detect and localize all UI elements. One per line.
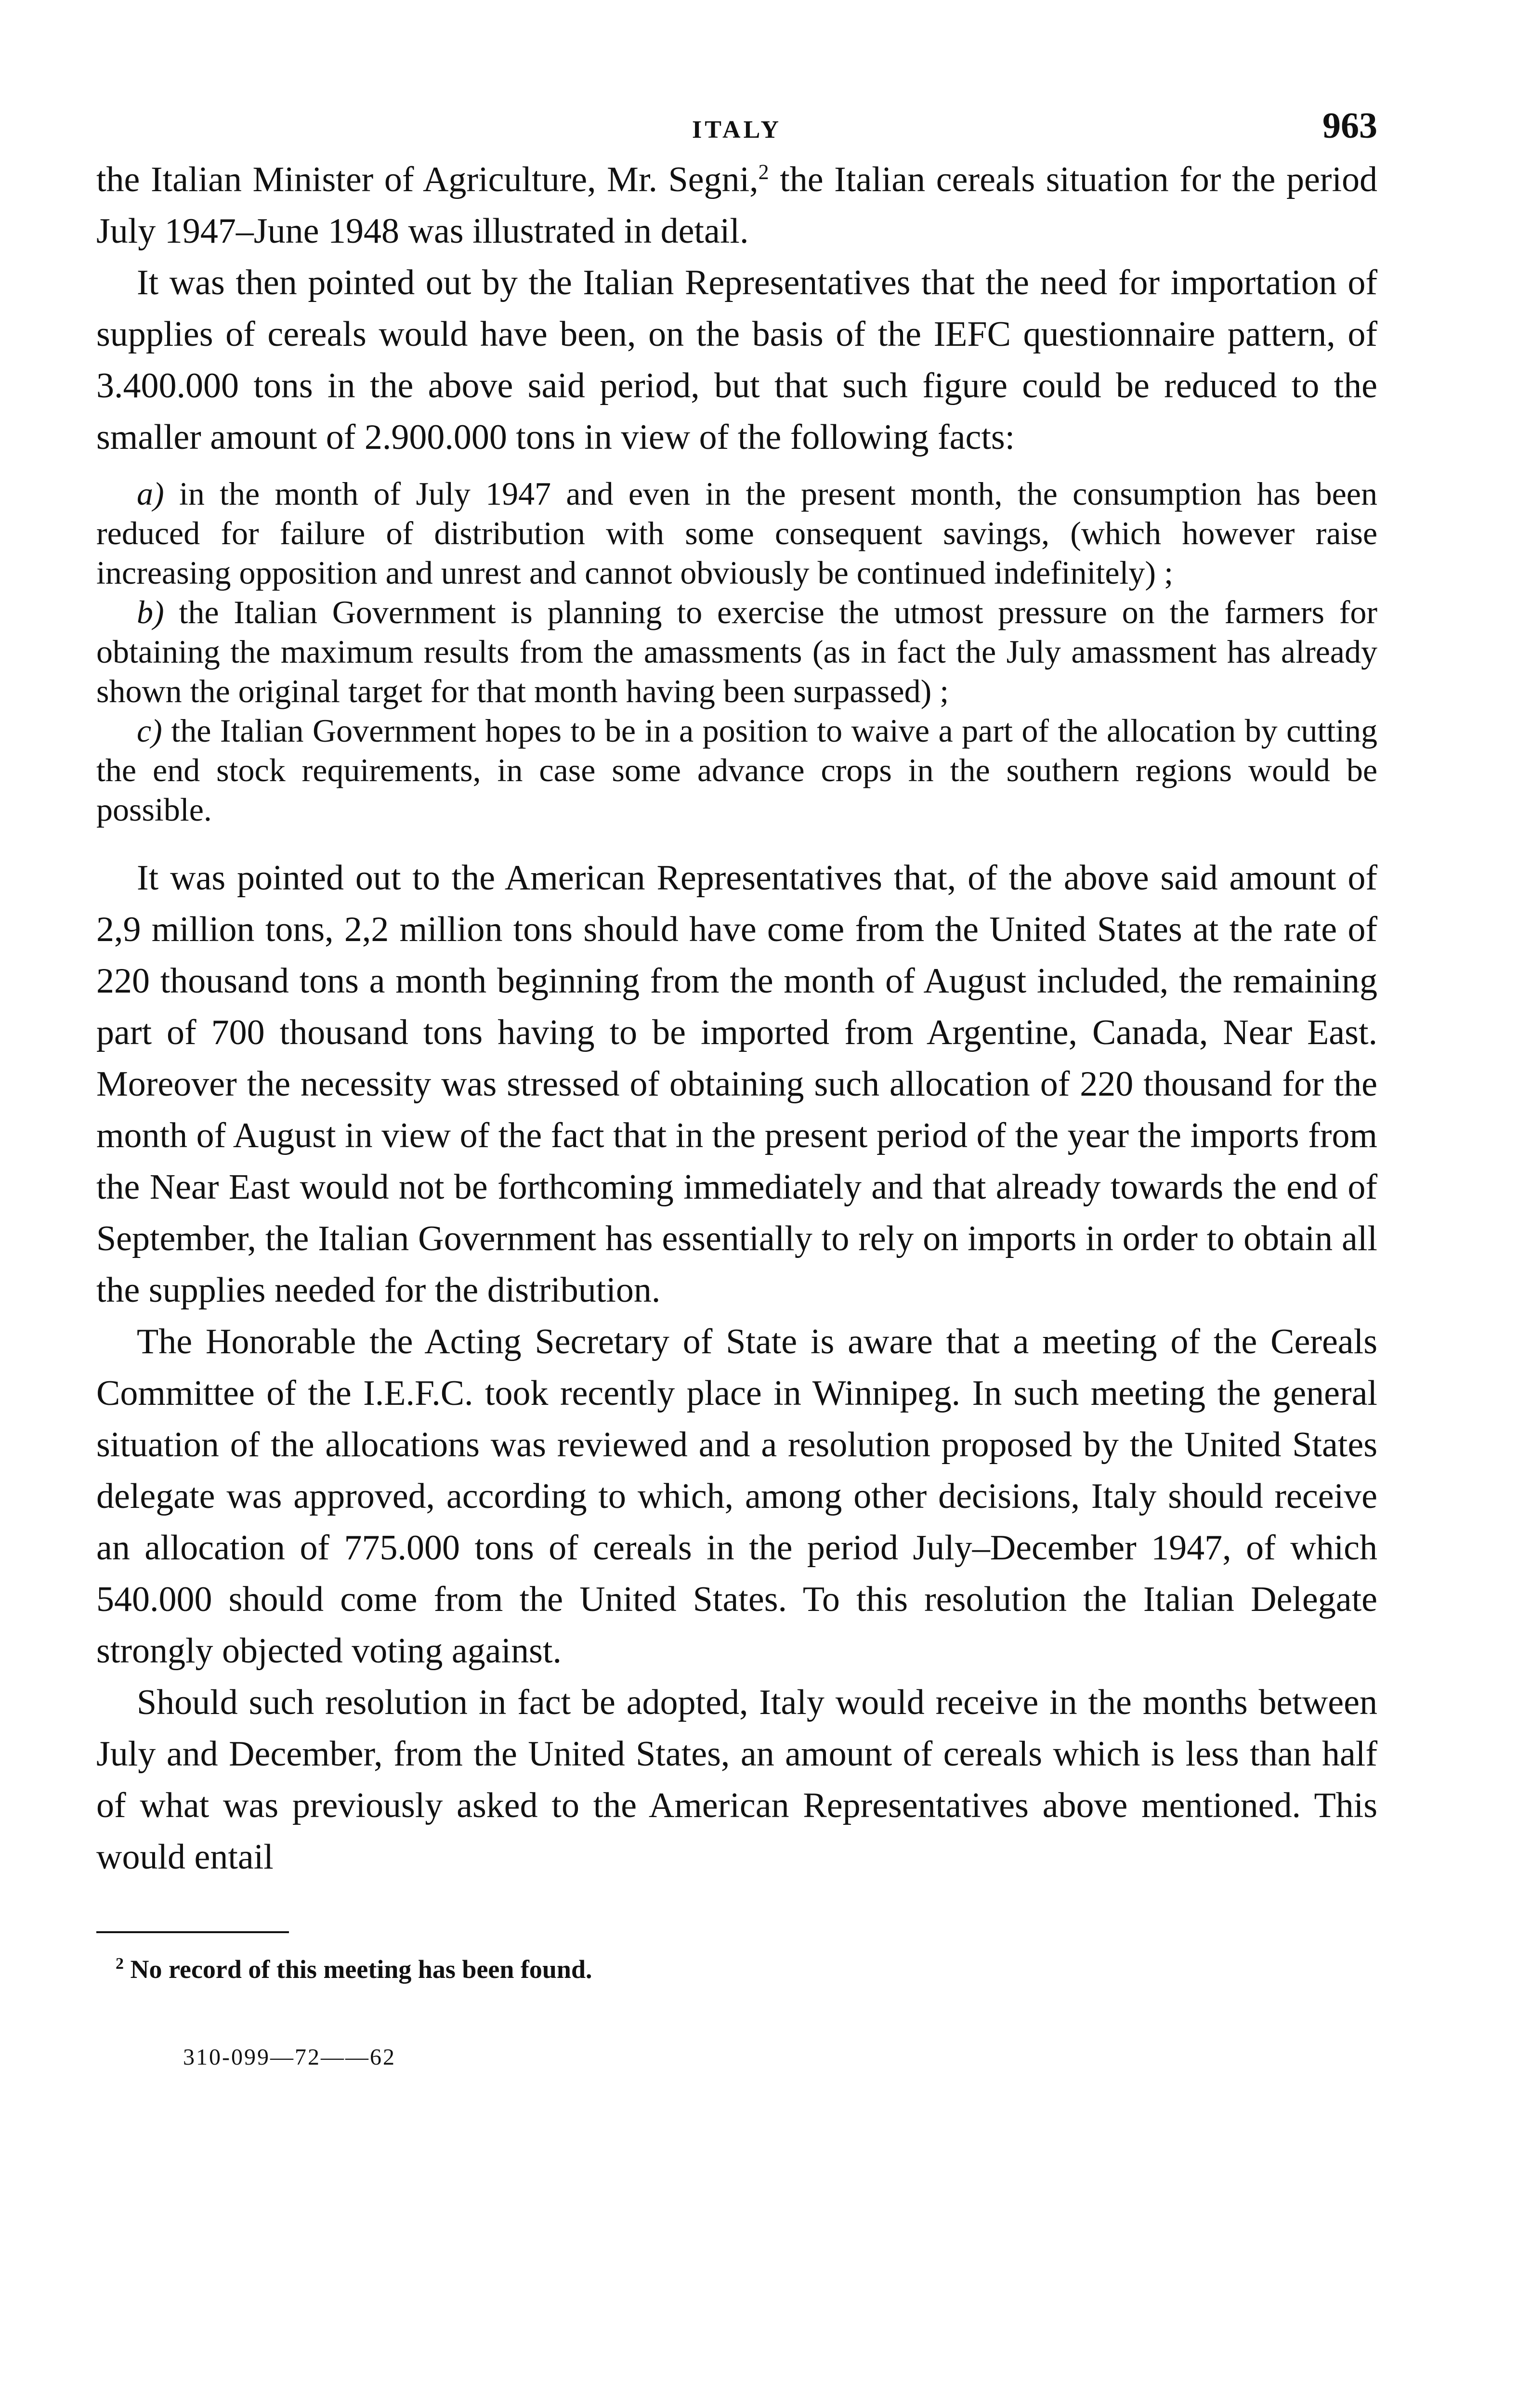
print-code: 310-099—72——62 <box>183 2044 396 2070</box>
paragraph-1-text-b: the Italian cereals situation for the period July 1947–June 1948 was illustrated in detail. <box>96 160 1377 251</box>
page-number: 963 <box>1322 105 1377 146</box>
document-page <box>96 96 1377 2408</box>
footnote-marker: 2 <box>116 1955 124 1973</box>
list-item-text: the Italian Government is planning to exercise the utmost pressure on the farmers for obtaining the maximum results from the amassments (as in fact the July amassment has already shown the original target for that month having been surpassed) ; <box>96 594 1377 709</box>
footnote-text: No record of this meeting has been found. <box>124 1955 592 1984</box>
list-item-label: a) <box>137 475 164 512</box>
paragraph-1-text-a: the Italian Minister of Agriculture, Mr. Segni, <box>96 160 759 199</box>
running-title: ITALY <box>692 116 782 144</box>
footnote-divider <box>96 1931 289 1933</box>
paragraph-2: It was then pointed out by the Italian Representatives that the need for importation of supplies of cereals would have been, on the basis of the IEFC questionnaire pattern, of 3.400.000 tons in the above said period, but that such figure could be reduced to the smaller amount of 2.900.000 tons in view of the following facts: <box>96 263 1377 457</box>
list-item-b <box>96 592 1377 711</box>
list-item-text: in the month of July 1947 and even in the present month, the consumption has been reduced for failure of distribution with some consequent savings, (which however raise increasing opposition and unrest and cannot obviously be continued indefinitely) ; <box>96 475 1377 591</box>
paragraph-4: The Honorable the Acting Secretary of State is aware that a meeting of the Cereals Committee of the I.E.F.C. took recently place in Winnipeg. In such meeting the general situation of the allocations was reviewed and a resolution proposed by the United States delegate was approved, according to which, among other decisions, Italy should receive an allocation of 775.000 tons of cereals in the period July–December 1947, of which 540.000 should come from the United States. To this resolution the Italian Delegate strongly objected voting against. <box>96 1322 1377 1671</box>
paragraph-1 <box>96 154 1377 257</box>
list-item-c <box>96 711 1377 829</box>
paragraph-5: Should such resolution in fact be adopted, Italy would receive in the months between July and December, from the United States, an amount of cereals which is less than half of what was previously asked to the American Representatives above mentioned. This would entail <box>96 1683 1377 1877</box>
footnote-reference: 2 <box>758 160 769 184</box>
running-head <box>96 96 1377 154</box>
list-item-a <box>96 474 1377 592</box>
list-item-text: the Italian Government hopes to be in a position to waive a part of the allocation by cutting the end stock requirements, in case some advance crops in the southern regions would be possible. <box>96 712 1377 828</box>
list-item-label: c) <box>137 712 162 749</box>
list-item-label: b) <box>137 594 164 630</box>
facts-list <box>96 474 1377 829</box>
footnote <box>96 1952 1377 1986</box>
paragraph-3: It was pointed out to the American Representatives that, of the above said amount of 2,9 million tons, 2,2 million tons should have come from the United States at the rate of 220 thousand tons a month beginning from the month of August included, the remaining part of 700 thousand tons having to be imported from Argentine, Canada, Near East. Moreover the necessity was stressed of obtaining such allocation of 220 thousand for the month of August in view of the fact that in the present period of the year the imports from the Near East would not be forthcoming immediately and that already towards the end of September, the Italian Government has essentially to rely on imports in order to obtain all the supplies needed for the distribution. <box>96 858 1377 1310</box>
